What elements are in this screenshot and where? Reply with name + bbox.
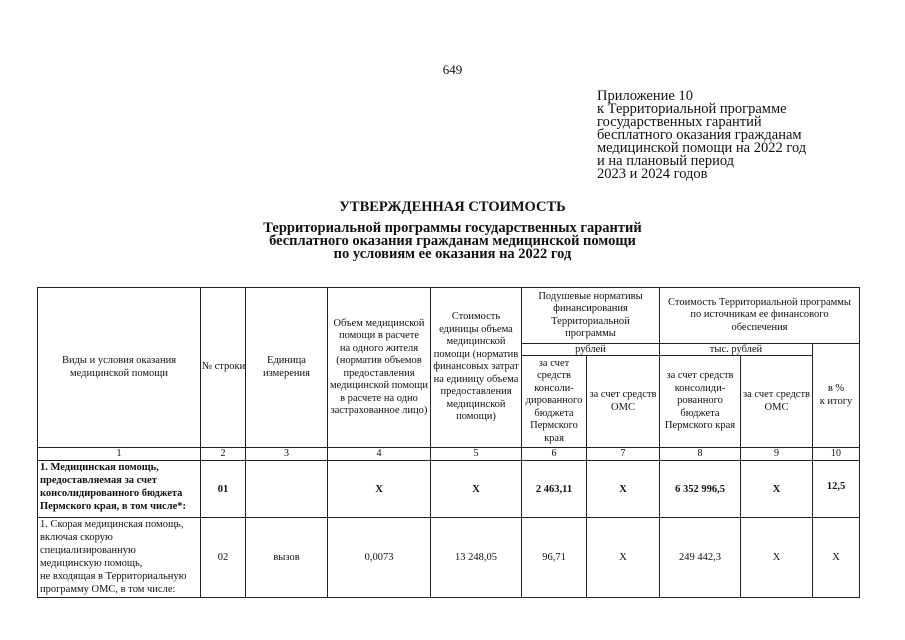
column-number: 6 (522, 448, 587, 461)
header-per-capita-budget: за счет средств консоли- дированного бюджета Пермского края (522, 356, 587, 448)
cell-volume: X (328, 461, 431, 518)
cell-unit: вызов (246, 518, 328, 598)
header-program-cost-budget: за счет средств консолиди- рованного бюджета Пермского края (660, 356, 741, 448)
header-program-cost: Стоимость Территориальной программы по источникам ее финансового обеспечения (660, 288, 860, 344)
table-header-row (38, 288, 860, 344)
table-row (38, 461, 860, 518)
column-number: 2 (201, 448, 246, 461)
header-per-capita: Подушевые нормативы финансирования Территориальной программы (522, 288, 660, 344)
cell-unit-cost: X (431, 461, 522, 518)
document-title: УТВЕРЖДЕННАЯ СТОИМОСТЬ (339, 199, 566, 215)
header-percent: в % к итогу (813, 344, 860, 448)
column-number: 8 (660, 448, 741, 461)
column-number: 10 (813, 448, 860, 461)
header-per-capita-currency: рублей (522, 344, 660, 356)
column-number: 1 (38, 448, 201, 461)
column-number: 3 (246, 448, 328, 461)
cell-per-capita-budget: 2 463,11 (522, 461, 587, 518)
column-number: 9 (741, 448, 813, 461)
cell-percent: X (813, 518, 860, 598)
cell-cost-budget: 6 352 996,5 (660, 461, 741, 518)
document-subtitle: Территориальной программы государственных гарантий бесплатного оказания гражданам медицинской помощи по условиям ее оказания на 2022 год (263, 219, 642, 262)
header-types-of-care: Виды и условия оказания медицинской помощи (38, 288, 201, 448)
header-per-capita-oms: за счет средств ОМС (587, 356, 660, 448)
cost-table (37, 287, 860, 598)
header-unit-cost: Стоимость единицы объема медицинской помощи (норматив финансовых затрат на единицу объема предоставления медицинской помощи) (431, 288, 522, 448)
column-number: 7 (587, 448, 660, 461)
header-unit: Единица измерения (246, 288, 328, 448)
cell-cost-oms: X (741, 461, 813, 518)
cell-per-capita-oms: X (587, 461, 660, 518)
table-row (38, 518, 860, 598)
header-program-cost-currency: тыс. рублей (660, 344, 813, 356)
column-number-row (38, 448, 860, 461)
column-number: 5 (431, 448, 522, 461)
page-number: 649 (442, 62, 463, 77)
column-number: 4 (328, 448, 431, 461)
appendix-note: Приложение 10 к Территориальной программе государственных гарантий бесплатного оказания гражданам медицинской помощи на 2022 год и на плановый период 2023 и 2024 годов (597, 88, 807, 182)
header-volume: Объем медицинской помощи в расчете на одного жителя (норматив объемов предоставления медицинской помощи в расчете на одно застрахованное лицо) (328, 288, 431, 448)
header-program-cost-oms: за счет средств ОМС (741, 356, 813, 448)
cell-name: 1. Скорая медицинская помощь, включая скорую специализированную медицинскую помощь, не входящая в Территориальную программу ОМС, в том числе: (38, 518, 201, 598)
cell-row-number: 02 (201, 518, 246, 598)
cell-cost-budget: 249 442,3 (660, 518, 741, 598)
header-row-number: № строки (201, 288, 246, 448)
cell-unit-cost: 13 248,05 (431, 518, 522, 598)
cell-name: 1. Медицинская помощь, предоставляемая за счет консолидированного бюджета Пермского края, в том числе*: (38, 461, 201, 518)
cell-volume: 0,0073 (328, 518, 431, 598)
cell-cost-oms: X (741, 518, 813, 598)
cell-per-capita-budget: 96,71 (522, 518, 587, 598)
cell-percent: 12,5 (813, 461, 860, 518)
cell-row-number: 01 (201, 461, 246, 518)
cell-unit (246, 461, 328, 518)
cell-per-capita-oms: X (587, 518, 660, 598)
